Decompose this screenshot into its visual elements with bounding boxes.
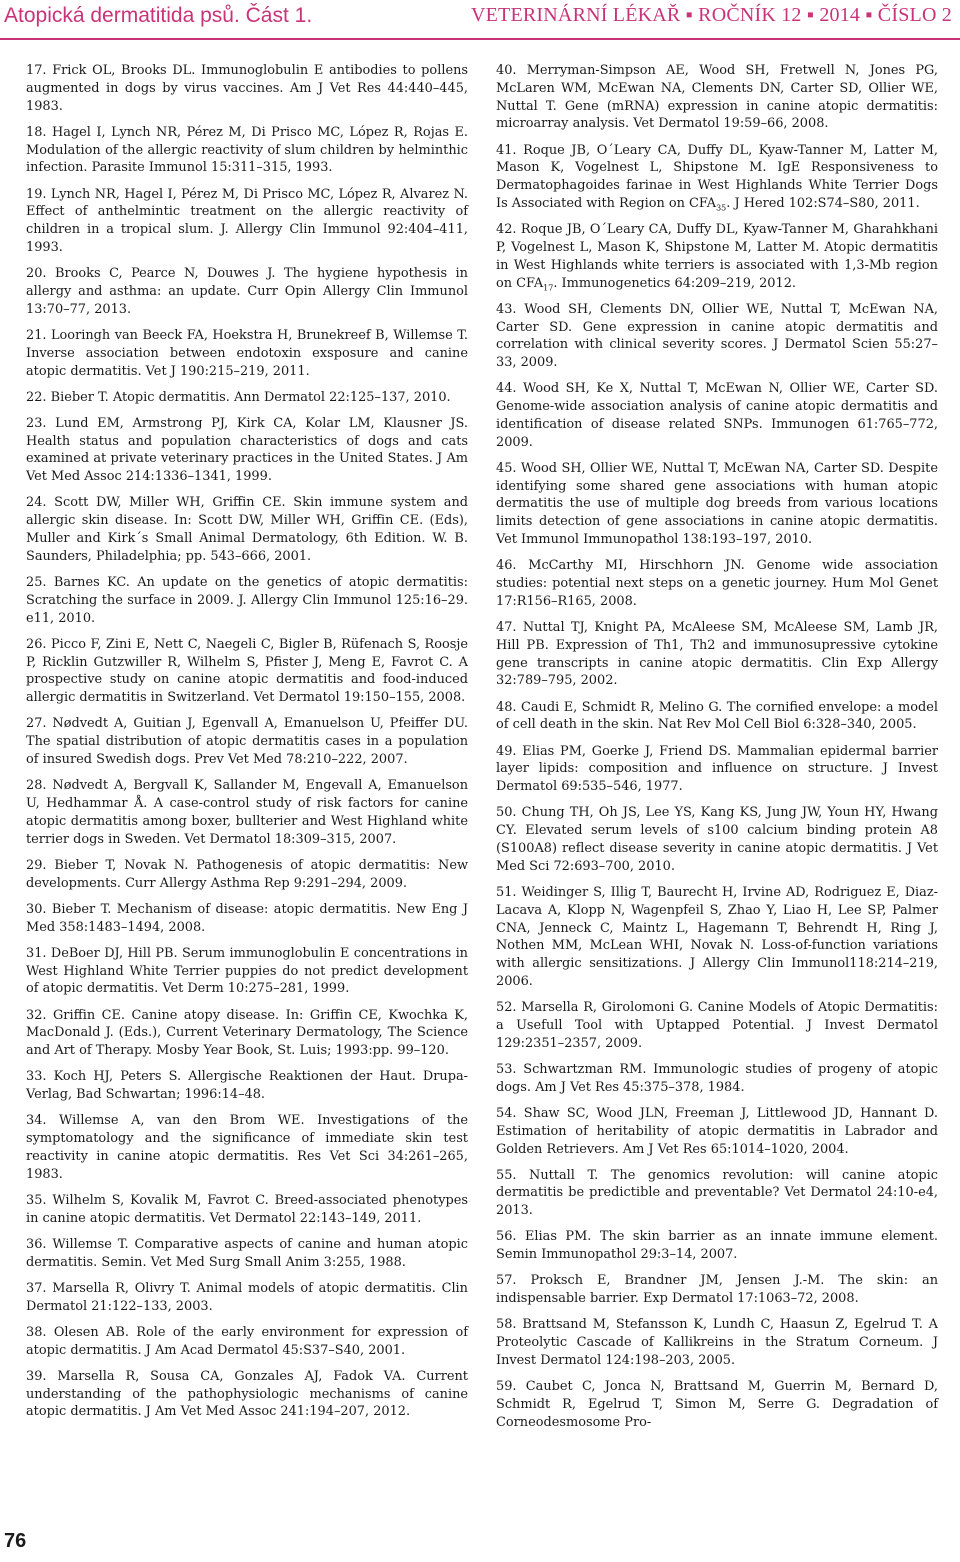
reference-item: 24. Scott DW, Miller WH, Griffin CE. Skin immune system and allergic skin disease. In: Scott DW, Miller WH, Griffin CE. (Eds), Muller and Kirk´s Small Animal Dermatology, 6th Edition. W. B. Saunders, Philadelphia; pp. 543–666, 2001. bbox=[26, 495, 468, 564]
reference-item: 49. Elias PM, Goerke J, Friend DS. Mammalian epidermal barrier layer lipids: composition and influence on structure. J Invest Dermatol 69:535–546, 1977. bbox=[496, 743, 938, 795]
reference-item: 48. Caudi E, Schmidt R, Melino G. The cornified envelope: a model of cell death in the skin. Nat Rev Mol Cell Biol 6:328–340, 2005. bbox=[496, 699, 938, 733]
running-header bbox=[0, 0, 960, 36]
reference-item: 56. Elias PM. The skin barrier as an innate immune element. Semin Immunopathol 29:3–14, 2007. bbox=[496, 1229, 938, 1263]
references-left-column bbox=[26, 62, 468, 1430]
reference-item: 32. Griffin CE. Canine atopy disease. In: Griffin CE, Kwochka K, MacDonald J. (Eds.), Current Veterinary Dermatology, The Science and Art of Therapy. Mosby Year Book, St. Luis; 1993:pp. 99–120. bbox=[26, 1007, 468, 1059]
reference-item: 50. Chung TH, Oh JS, Lee YS, Kang KS, Jung JW, Youn HY, Hwang CY. Elevated serum levels of s100 calcium binding protein A8 (S100A8) reflect disease severity in canine atopic dermatitis. J Vet Med Sci 72:693–700, 2010. bbox=[496, 805, 938, 874]
reference-item: 59. Caubet C, Jonca N, Brattsand M, Guerrin M, Bernard D, Schmidt R, Egelrud T, Simon M, Serre G. Degradation of Corneodesmosome Pro- bbox=[496, 1379, 938, 1430]
reference-item: 34. Willemse A, van den Brom WE. Investigations of the symptomatology and the significance of immediate skin test reactivity in canine atopic dermatitis. Res Vet Sci 34:261–265, 1983. bbox=[26, 1113, 468, 1182]
reference-item: 33. Koch HJ, Peters S. Allergische Reaktionen der Haut. Drupa-Verlag, Bad Schwartan; 1996:14–48. bbox=[26, 1069, 468, 1103]
reference-item: 47. Nuttal TJ, Knight PA, McAleese SM, McAleese SM, Lamb JR, Hill PB. Expression of Th1, Th2 and immunosupressive cytokine gene transcripts in canine atopic dermatitis. Clin Exp Allergy 32:789–795, 2002. bbox=[496, 620, 938, 689]
reference-item: 27. Nødvedt A, Guitian J, Egenvall A, Emanuelson U, Pfeiffer DU. The spatial distribution of atopic dermatitis cases in a population of insured Swedish dogs. Prev Vet Med 78:210–222, 2007. bbox=[26, 716, 468, 767]
reference-item: 52. Marsella R, Girolomoni G. Canine Models of Atopic Dermatitis: a Usefull Tool with Uptapped Potential. J Invest Dermatol 129:2351–2357, 2009. bbox=[496, 1000, 938, 1051]
reference-item: 31. DeBoer DJ, Hill PB. Serum immunoglobulin E concentrations in West Highland White Terrier puppies do not predict development of atopic dermatitis. Vet Derm 10:275–281, 1999. bbox=[26, 945, 468, 997]
reference-item: 44. Wood SH, Ke X, Nuttal T, McEwan N, Ollier WE, Carter SD. Genome-wide association analysis of canine atopic dermatitis and identification of disease related SNPs. Immunogen 61:765–772, 2009. bbox=[496, 381, 938, 450]
reference-item: 38. Olesen AB. Role of the early environment for expression of atopic dermatitis. J Am Acad Dermatol 45:S37–S40, 2001. bbox=[26, 1324, 468, 1358]
reference-item: 55. Nuttall T. The genomics revolution: will canine atopic dermatitis be predictible and preventable? Vet Dermatol 24:10-e4, 2013. bbox=[496, 1167, 938, 1219]
reference-item: 23. Lund EM, Armstrong PJ, Kirk CA, Kolar LM, Klausner JS. Health status and population characteristics of dogs and cats examined at private veterinary practices in the United States. J Am Vet Med Assoc 214:1336–1341, 1999. bbox=[26, 415, 468, 485]
reference-item: 26. Picco F, Zini E, Nett C, Naegeli C, Bigler B, Rüfenach S, Roosje P, Ricklin Gutzwiller R, Wilhelm S, Pfister J, Meng E, Favrot C. A prospective study on canine atopic dermatitis and food-induced allergic dermatitis in Switzerland. Vet Dermatol 19:150–155, 2008. bbox=[26, 636, 468, 706]
reference-item: 40. Merryman-Simpson AE, Wood SH, Fretwell N, Jones PG, McLaren WM, McEwan NA, Clements DN, Carter SD, Ollier WE, Nuttal T. Gene (mRNA) expression in canine atopic dermatitis: microarray analysis. Vet Dermatol 19:59–66, 2008. bbox=[496, 63, 938, 132]
reference-item: 28. Nødvedt A, Bergvall K, Sallander M, Engevall A, Emanuelson U, Hedhammar Å. A case-control study of risk factors for canine atopic dermatitis among boxer, bullterier and West Highland white terrier dogs in Sweden. Vet Dermatol 18:309–315, 2007. bbox=[26, 778, 468, 847]
header-divider bbox=[0, 38, 960, 40]
page-number: 76 bbox=[4, 1530, 27, 1552]
reference-item: 30. Bieber T. Mechanism of disease: atopic dermatitis. New Eng J Med 358:1483–1494, 2008. bbox=[26, 901, 468, 935]
reference-item: 29. Bieber T, Novak N. Pathogenesis of atopic dermatitis: New developments. Curr Allergy Asthma Rep 9:291–294, 2009. bbox=[26, 857, 468, 891]
references-right-column bbox=[496, 62, 938, 1440]
reference-item: 42. Roque JB, O´Leary CA, Duffy DL, Kyaw-Tanner M, Gharahkhani P, Vogelnest L, Mason K, Shipstone M, Latter M. Atopic dermatitis in West Highlands white terriers is associated with 1,3-Mb region on $CFA_{17}$. Immunogenetics 64:209–219, 2012. bbox=[496, 222, 938, 293]
reference-item: 37. Marsella R, Olivry T. Animal models of atopic dermatitis. Clin Dermatol 21:122–133, 2003. bbox=[26, 1280, 468, 1314]
reference-item: 20. Brooks C, Pearce N, Douwes J. The hygiene hypothesis in allergy and asthma: an update. Curr Opin Allergy Clin Immunol 13:70–77, 2013. bbox=[26, 266, 468, 317]
reference-item: 19. Lynch NR, Hagel I, Pérez M, Di Prisco MC, López R, Alvarez N. Effect of anthelmintic treatment on the allergic reactivity of children in a tropical slum. J. Allergy Clin Immunol 92:404–411, 1993. bbox=[26, 186, 468, 255]
reference-item: 25. Barnes KC. An update on the genetics of atopic dermatitis: Scratching the surface in 2009. J. Allergy Clin Immunol 125:16–29. e11, 2010. bbox=[26, 575, 468, 626]
reference-item: 41. Roque JB, O´Leary CA, Duffy DL, Kyaw-Tanner M, Latter M, Mason K, Vogelnest L, Shipstone M. IgE Responsiveness to Dermatophagoides farinae in West Highlands White Terrier Dogs Is Associated with Region on $CFA_{35}$. J Hered 102:S74–S80, 2011. bbox=[496, 142, 938, 213]
reference-item: 54. Shaw SC, Wood JLN, Freeman J, Littlewood JD, Hannant D. Estimation of heritability of atopic dermatitis in Labrador and Golden Retrievers. Am J Vet Res 65:1014–1020, 2004. bbox=[496, 1105, 938, 1157]
reference-item: 51. Weidinger S, Illig T, Baurecht H, Irvine AD, Rodriguez E, Diaz-Lacava A, Klopp N, Wagenpfeil S, Zhao Y, Liao H, Lee SP, Palmer CNA, Jenneck C, Maintz L, Hagemann T, Behrendt H, Ring J, Nothen MM, McLean WHI, Novak N. Loss-of-function variations with allergic sensitizations. J Allergy Clin Immunol118:214–219, 2006. bbox=[496, 884, 938, 989]
reference-item: 43. Wood SH, Clements DN, Ollier WE, Nuttal T, McEwan NA, Carter SD. Gene expression in canine atopic dermatitis and correlation with clinical severity scores. J Dermatol Scien 55:27–33, 2009. bbox=[496, 301, 938, 371]
article-title-header: Atopická dermatitida psů. Část 1. bbox=[4, 4, 313, 27]
reference-item: 21. Looringh van Beeck FA, Hoekstra H, Brunekreef B, Willemse T. Inverse association between endotoxin exsposure and canine atopic dermatitis. Vet J 190:215–219, 2011. bbox=[26, 327, 468, 379]
reference-item: 39. Marsella R, Sousa CA, Gonzales AJ, Fadok VA. Current understanding of the pathophysiologic mechanisms of canine atopic dermatitis. J Am Vet Med Assoc 241:194–207, 2012. bbox=[26, 1368, 468, 1420]
reference-item: 35. Wilhelm S, Kovalik M, Favrot C. Breed-associated phenotypes in canine atopic dermatitis. Vet Dermatol 22:143–149, 2011. bbox=[26, 1192, 468, 1226]
reference-item: 57. Proksch E, Brandner JM, Jensen J.-M. The skin: an indispensable barrier. Exp Dermatol 17:1063–72, 2008. bbox=[496, 1273, 938, 1307]
reference-item: 58. Brattsand M, Stefansson K, Lundh C, Haasun Z, Egelrud T. A Proteolytic Cascade of Kallikreins in the Stratum Corneum. J Invest Dermatol 124:198–203, 2005. bbox=[496, 1317, 938, 1369]
reference-item: 18. Hagel I, Lynch NR, Pérez M, Di Prisco MC, López R, Rojas E. Modulation of the allergic reactivity of slum children by helminthic infection. Parasite Immunol 15:311–315, 1993. bbox=[26, 124, 468, 176]
journal-issue-header: VETERINÁRNÍ LÉKAŘ ▪ ROČNÍK 12 ▪ 2014 ▪ ČÍSLO 2 bbox=[470, 4, 952, 26]
reference-item: 22. Bieber T. Atopic dermatitis. Ann Dermatol 22:125–137, 2010. bbox=[26, 389, 451, 405]
reference-item: 36. Willemse T. Comparative aspects of canine and human atopic dermatitis. Semin. Vet Med Surg Small Anim 3:255, 1988. bbox=[26, 1236, 468, 1270]
reference-item: 53. Schwartzman RM. Immunologic studies of progeny of atopic dogs. Am J Vet Res 45:375–378, 1984. bbox=[496, 1061, 938, 1095]
reference-item: 46. McCarthy MI, Hirschhorn JN. Genome wide association studies: potential next steps on a genetic journey. Hum Mol Genet 17:R156–R165, 2008. bbox=[496, 558, 938, 609]
reference-item: 17. Frick OL, Brooks DL. Immunoglobulin E antibodies to pollens augmented in dogs by virus vaccines. Am J Vet Res 44:440–445, 1983. bbox=[26, 63, 468, 114]
reference-item: 45. Wood SH, Ollier WE, Nuttal T, McEwan NA, Carter SD. Despite identifying some shared gene associations with human atopic dermatitis the use of multiple dog breeds from various locations limits detection of gene associations in canine atopic dermatitis. Vet Immunol Immunopathol 138:193–197, 2010. bbox=[496, 460, 938, 548]
